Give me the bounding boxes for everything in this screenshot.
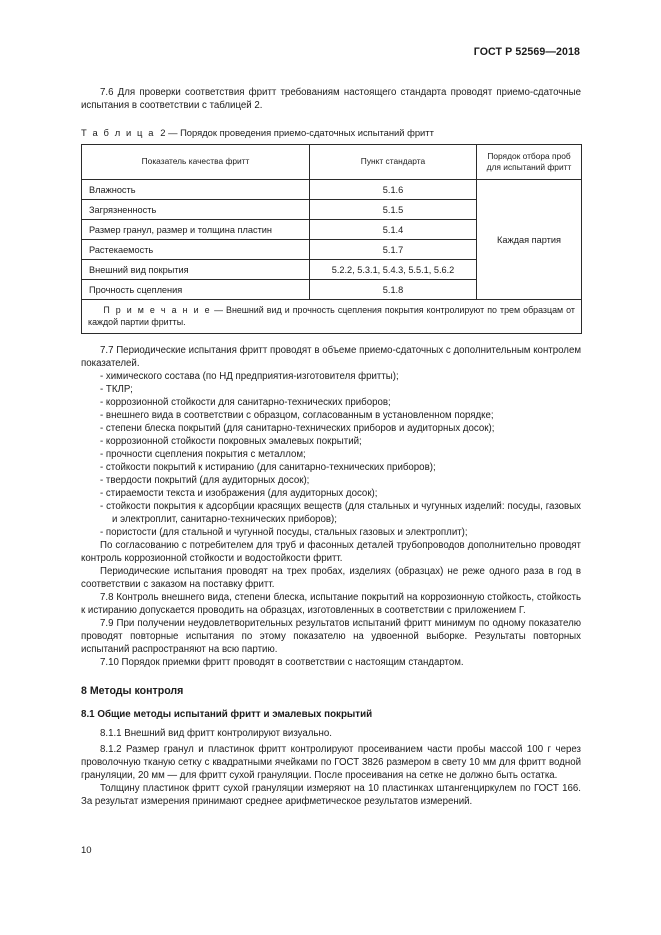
table-note (82, 300, 582, 334)
cell-clause: 5.2.2, 5.3.1, 5.4.3, 5.5.1, 5.6.2 (310, 260, 477, 280)
table-note-dash: — (214, 305, 223, 315)
running-header-standard-ref: ГОСТ Р 52569—2018 (473, 46, 580, 58)
list-item: - ТКЛР; (81, 383, 581, 396)
paragraph-8-1-2: 8.1.2 Размер гранул и пластинок фритт контролируют просеиванием части пробы массой 100 г через проволочную тканую сетку с квадратными ячейками по ГОСТ 3826 размером в свету 10 мм для фритт водной грануляции, 20 мм — для фритт сухой грануляции. После просеивания на сетке не должно быть остатка. (81, 744, 581, 781)
table-caption-number: 2 (160, 127, 166, 138)
table-note-text: Внешний вид и прочность сцепления покрытия контролируют по трем образцам от каждой партии фритты. (88, 305, 575, 327)
table-note-row (82, 300, 582, 334)
list-item: - прочности сцепления покрытия с металлом; (81, 448, 581, 461)
spacer (81, 112, 581, 127)
list-item: - коррозионной стойкости для санитарно-технических приборов; (81, 396, 581, 409)
heading-section-8: 8 Методы контроля (81, 685, 184, 697)
list-periodic-test-indicators (81, 370, 581, 539)
cell-sampling-merged: Каждая партия (477, 180, 582, 300)
table-note-label: П р и м е ч а н и е (103, 305, 212, 315)
list-item: - стойкости покрытий к истиранию (для санитарно-технических приборов); (81, 461, 581, 474)
cell-indicator: Внешний вид покрытия (82, 260, 310, 280)
paragraph-7-7-agreement: По согласованию с потребителем для труб и фасонных деталей трубопроводов дополнительно проводят контроль коррозионной стойкости и водостойкости фритт. (81, 540, 581, 564)
table-caption-label: Т а б л и ц а (81, 127, 156, 138)
column-header-sampling-line1: Порядок отбора проб (487, 150, 571, 161)
list-item: - стираемости текста и изображения (для аудиторных досок); (81, 487, 581, 500)
paragraph-8-1-2-thickness: Толщину пластинок фритт сухой грануляции измеряют на 10 пластинках штангенциркулем по ГОСТ 166. За результат измерения принимают среднее арифметическое результатов измерений. (81, 783, 581, 807)
column-header-clause: Пункт стандарта (310, 145, 477, 180)
heading-subsection-8-1: 8.1 Общие методы испытаний фритт и эмалевых покрытий (81, 709, 373, 720)
table-header-row (82, 145, 582, 180)
spacer (81, 669, 581, 684)
cell-indicator: Растекаемость (82, 240, 310, 260)
list-item: - коррозионной стойкости покровных эмалевых покрытий; (81, 435, 581, 448)
paragraph-7-6: 7.6 Для проверки соответствия фритт требованиям настоящего стандарта проводят приемо-сдаточные испытания в соответствии с таблицей 2. (81, 87, 581, 111)
table-caption-title: Порядок проведения приемо-сдаточных испытаний фритт (180, 127, 434, 138)
cell-indicator: Размер гранул, размер и толщина пластин (82, 220, 310, 240)
cell-indicator: Загрязненность (82, 200, 310, 220)
page-content (81, 86, 581, 808)
table-2-acceptance-tests (81, 144, 582, 334)
cell-indicator: Влажность (82, 180, 310, 200)
cell-clause: 5.1.5 (310, 200, 477, 220)
paragraph-7-7-intro: 7.7 Периодические испытания фритт проводят в объеме приемо-сдаточных с дополнительным контролем показателей. (81, 345, 581, 369)
spacer (81, 334, 581, 344)
column-header-indicator: Показатель качества фритт (82, 145, 310, 180)
table-caption-dash: — (168, 127, 178, 138)
table-2-caption (81, 127, 581, 139)
column-header-sampling-line2: для испытаний фритт (486, 162, 572, 172)
paragraph-7-10: 7.10 Порядок приемки фритт проводят в соответствии с настоящим стандартом. (100, 657, 464, 668)
table-row (82, 180, 582, 200)
list-item: - твердости покрытий (для аудиторных досок); (81, 474, 581, 487)
cell-clause: 5.1.7 (310, 240, 477, 260)
paragraph-8-1-1: 8.1.1 Внешний вид фритт контролируют визуально. (100, 728, 332, 739)
list-item: - внешнего вида в соответствии с образцом, согласованным в установленном порядке; (81, 409, 581, 422)
paragraph-7-8: 7.8 Контроль внешнего вида, степени блеска, испытание покрытий на коррозионную стойкость, стойкость к истиранию допускается проводить на образцах, изготовленных в соответствии с приложением Г. (81, 592, 581, 616)
cell-indicator: Прочность сцепления (82, 280, 310, 300)
column-header-sampling (477, 145, 582, 180)
paragraph-7-9: 7.9 При получении неудовлетворительных результатов испытаний фритт минимум по одному показателю проводят повторные испытания по этому показателю на удвоенной выборке. Результаты повторных испытаний распространяют на всю партию. (81, 618, 581, 655)
cell-clause: 5.1.8 (310, 280, 477, 300)
paragraph-7-7-periodicity: Периодические испытания проводят на трех пробах, изделиях (образцах) не реже одного раза в год в соответствии с заказом на поставку фритт. (81, 566, 581, 590)
spacer (81, 698, 581, 708)
list-item: - степени блеска покрытий (для санитарно-технических приборов и аудиторных досок); (81, 422, 581, 435)
list-item: - химического состава (по НД предприятия-изготовителя фритты); (81, 370, 581, 383)
cell-clause: 5.1.6 (310, 180, 477, 200)
list-item: - пористости (для стальной и чугунной посуды, стальных газовых и электроплит); (81, 526, 581, 539)
page-number: 10 (81, 845, 92, 856)
list-item: - стойкости покрытия к адсорбции красящих веществ (для стальных и чугунных изделий: посуды, газовых и электроплит, санитарно-технических приборов); (81, 500, 581, 526)
cell-clause: 5.1.4 (310, 220, 477, 240)
